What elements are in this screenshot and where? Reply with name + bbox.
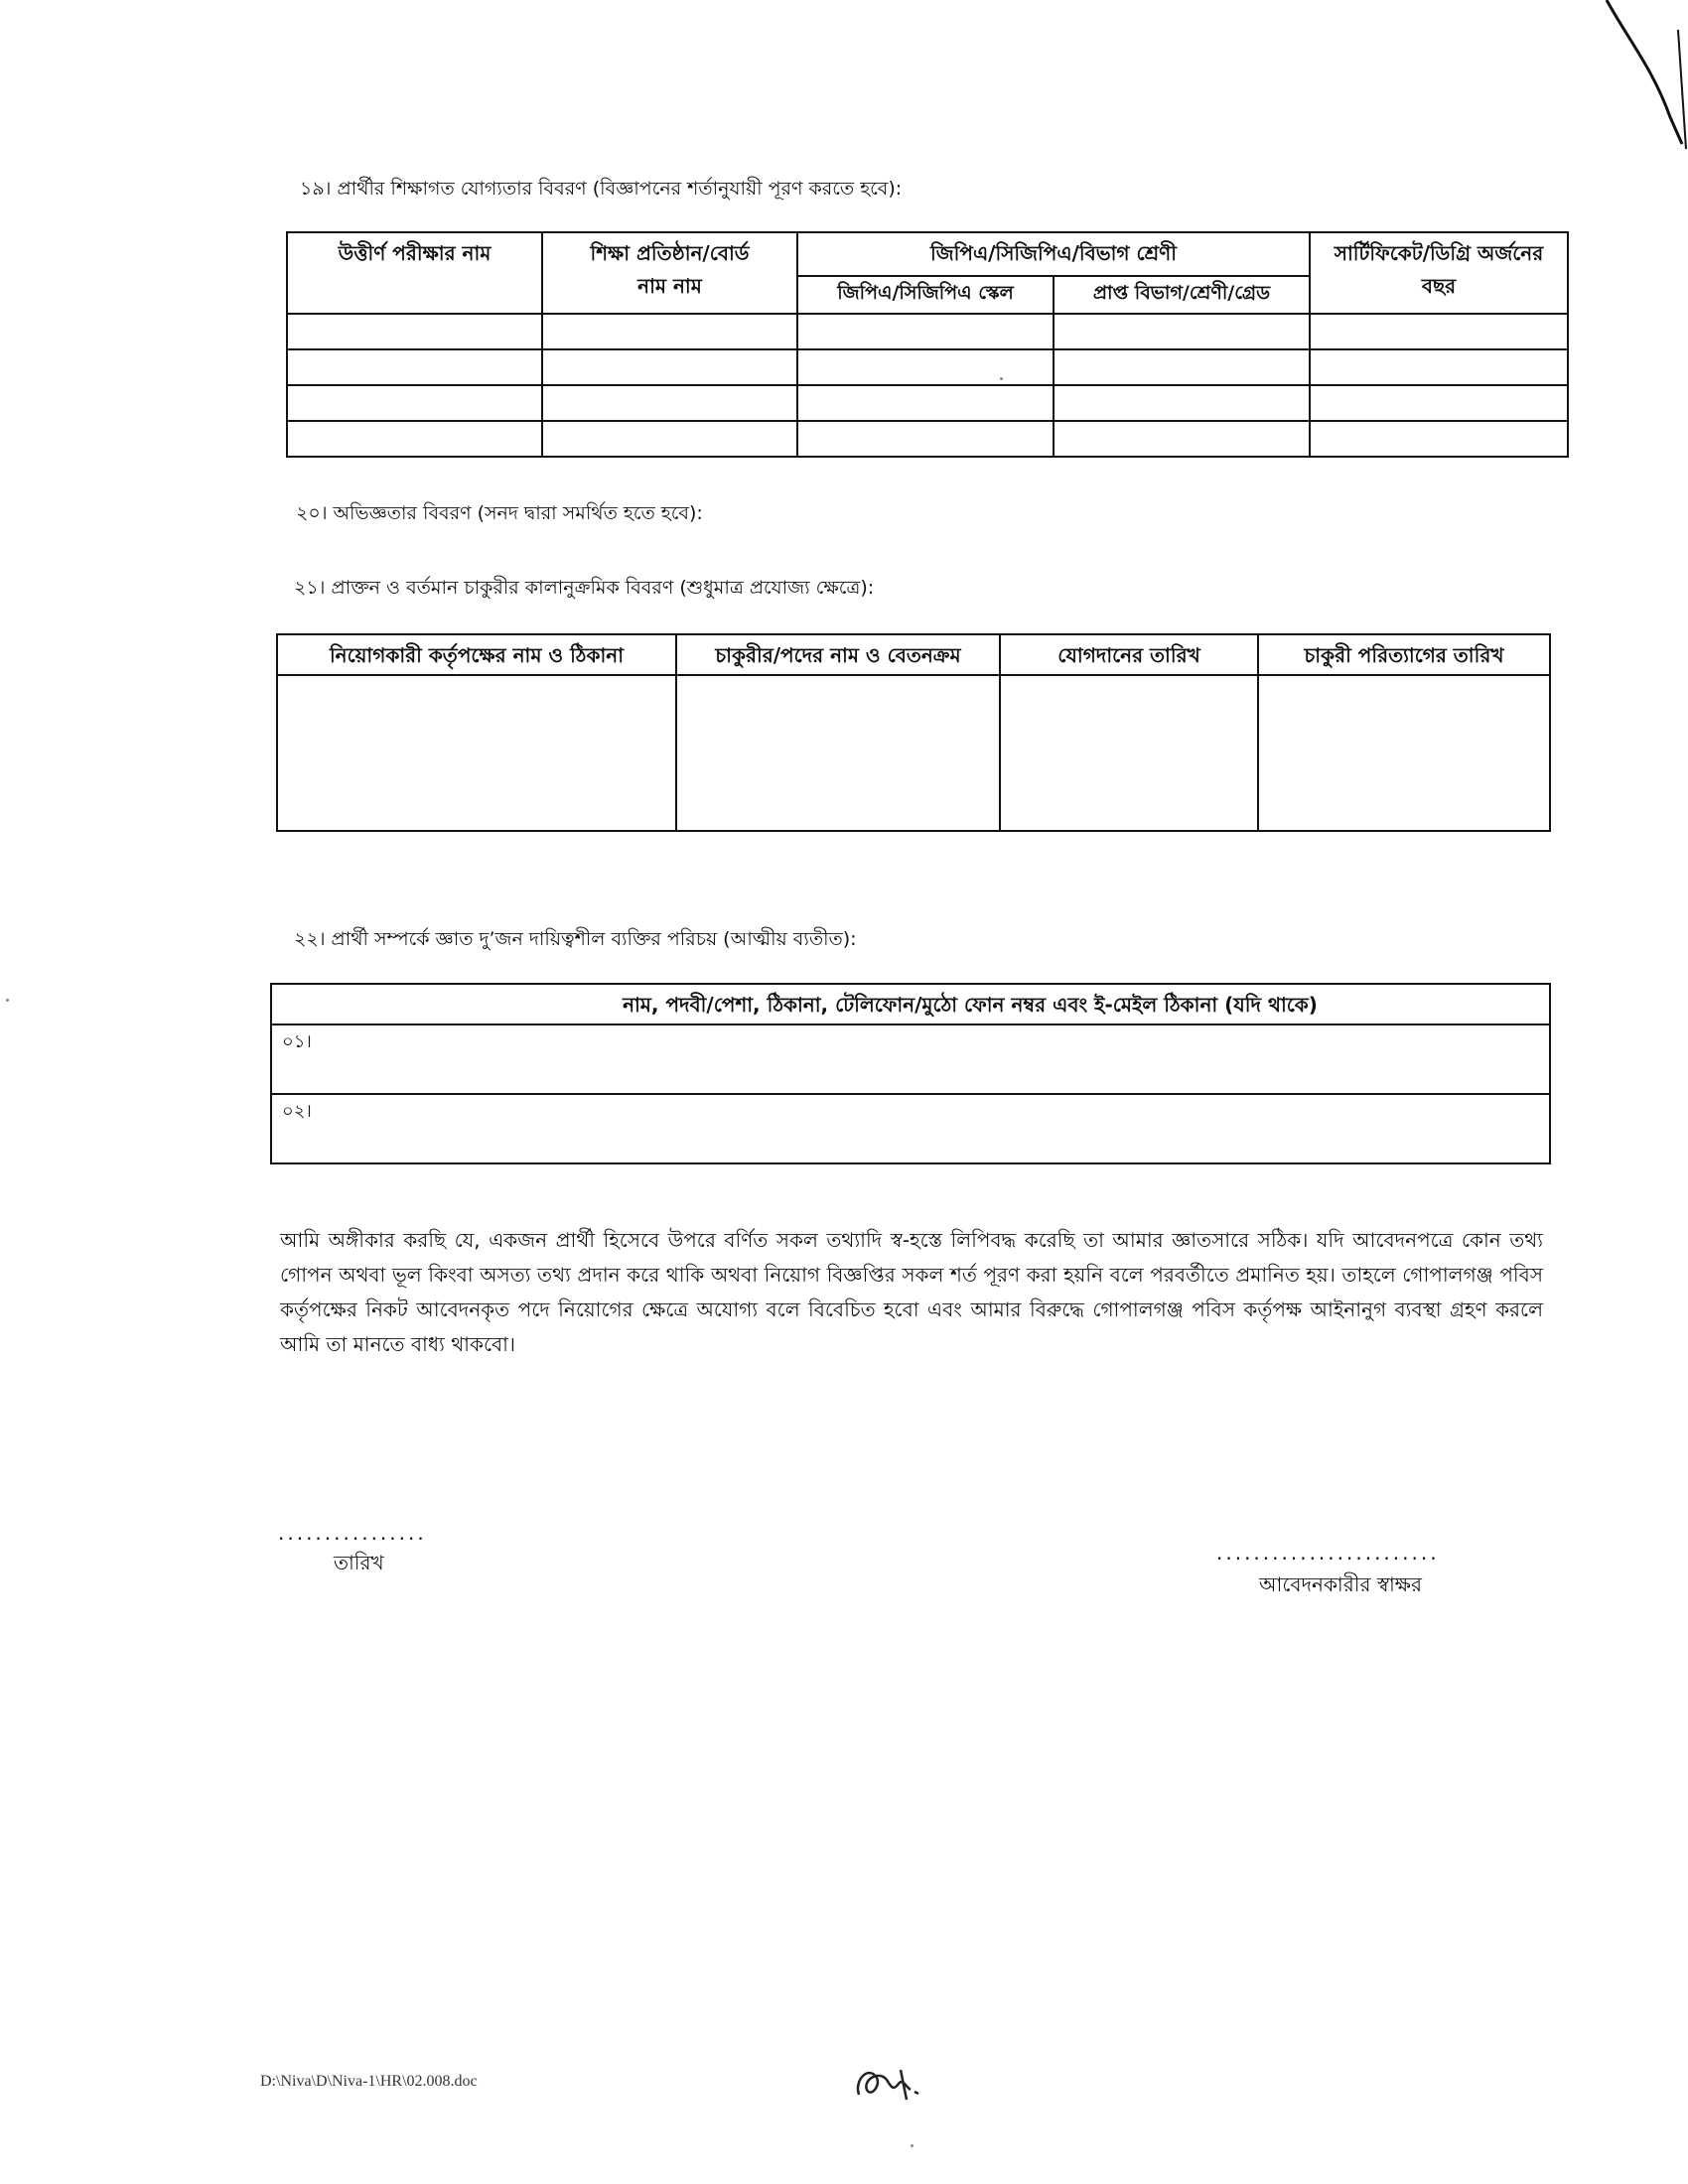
table-cell[interactable] bbox=[1054, 349, 1310, 385]
table-cell[interactable] bbox=[1310, 385, 1568, 421]
table-cell[interactable] bbox=[797, 314, 1054, 349]
table-cell[interactable] bbox=[542, 385, 797, 421]
col-joining-date: যোগদানের তারিখ bbox=[1000, 634, 1258, 675]
signature-dotted-line[interactable]: ........................ bbox=[1216, 1541, 1440, 1565]
scan-edge-mark bbox=[1599, 0, 1688, 149]
section-21-heading: ২১। প্রাক্তন ও বর্তমান চাকুরীর কালানুক্রমিক বিবরণ (শুধুমাত্র প্রযোজ্য ক্ষেত্রে): bbox=[294, 577, 875, 599]
date-dotted-line[interactable]: ................ bbox=[278, 1521, 427, 1545]
col-exam-name: উত্তীর্ণ পরীক্ষার নাম bbox=[287, 232, 542, 314]
references-table bbox=[270, 983, 1551, 1164]
applicant-signature-label: আবেদনকারীর স্বাক্ষর bbox=[1259, 1572, 1422, 1596]
file-path-footer: D:\Niva\D\Niva-1\HR\02.008.doc bbox=[260, 2073, 478, 2090]
date-label: তারিখ bbox=[334, 1551, 384, 1574]
table-cell[interactable] bbox=[542, 314, 797, 349]
section-22-heading: ২২। প্রার্থী সম্পর্কে জ্ঞাত দু’জন দায়িত্বশীল ব্যক্তির পরিচয় (আত্মীয় ব্যতীত): bbox=[294, 928, 857, 950]
col-certificate-year: সার্টিফিকেট/ডিগ্রি অর্জনের বছর bbox=[1310, 232, 1568, 314]
table-cell[interactable] bbox=[797, 385, 1054, 421]
scan-speck bbox=[1000, 377, 1003, 380]
col-institution: শিক্ষা প্রতিষ্ঠান/বোর্ড নাম নাম bbox=[542, 232, 797, 314]
education-table bbox=[286, 231, 1569, 458]
table-row bbox=[287, 314, 1568, 349]
table-cell[interactable] bbox=[287, 385, 542, 421]
col-post-payscale: চাকুরীর/পদের নাম ও বেতনক্রম bbox=[676, 634, 1000, 675]
table-cell[interactable] bbox=[1054, 314, 1310, 349]
col-gpa-scale: জিপিএ/সিজিপিএ স্কেল bbox=[797, 276, 1054, 314]
table-cell[interactable] bbox=[797, 349, 1054, 385]
table-cell[interactable] bbox=[1310, 349, 1568, 385]
declaration-paragraph: আমি অঙ্গীকার করছি যে, একজন প্রার্থী হিসেবে উপরে বর্ণিত সকল তথ্যাদি স্ব-হস্তে লিপিবদ্ধ করেছি তা আমার জ্ঞাতসারে সঠিক। যদি আবেদনপত্রে কোন তথ্য গোপন অথবা ভূল কিংবা অসত্য তথ্য প্রদান করে থাকি অথবা নিয়োগ বিজ্ঞপ্তির সকল শর্ত পূরণ করা হয়নি বলে পরবর্তীতে প্রমানিত হয়। তাহলে গোপালগঞ্জ পবিস কর্তৃপক্ষের নিকট আবেদনকৃত পদে নিয়োগের ক্ষেত্রে অযোগ্য বলে বিবেচিত হবো এবং আমার বিরুদ্ধে গোপালগঞ্জ পবিস কর্তৃপক্ষ আইনানুগ ব্যবস্থা গ্রহণ করলে আমি তা মানতে বাধ্য থাকবো। bbox=[280, 1228, 1543, 1356]
table-row bbox=[287, 349, 1568, 385]
table-row bbox=[271, 1024, 1550, 1094]
section-19-heading: ১৯। প্রার্থীর শিক্ষাগত যোগ্যতার বিবরণ (বিজ্ঞাপনের শর্তানুযায়ী পূরণ করতে হবে): bbox=[300, 178, 903, 200]
col-grade-group: জিপিএ/সিজিপিএ/বিভাগ শ্রেণী bbox=[797, 232, 1310, 276]
scan-speck bbox=[911, 2144, 914, 2147]
section-20-heading: ২০। অভিজ্ঞতার বিবরণ (সনদ দ্বারা সমর্থিত হতে হবে): bbox=[296, 502, 703, 524]
handwritten-initials bbox=[849, 2050, 928, 2110]
table-cell[interactable] bbox=[287, 421, 542, 457]
table-cell[interactable] bbox=[542, 421, 797, 457]
reference-row-2[interactable]: ০২। bbox=[271, 1094, 1550, 1163]
table-row bbox=[277, 675, 1550, 831]
table-cell[interactable] bbox=[797, 421, 1054, 457]
table-cell[interactable] bbox=[676, 675, 1000, 831]
table-row bbox=[287, 421, 1568, 457]
table-cell[interactable] bbox=[1054, 421, 1310, 457]
col-employer: নিয়োগকারী কর্তৃপক্ষের নাম ও ঠিকানা bbox=[277, 634, 676, 675]
table-cell[interactable] bbox=[1258, 675, 1550, 831]
col-reference-details: নাম, পদবী/পেশা, ঠিকানা, টেলিফোন/মুঠো ফোন নম্বর এবং ই-মেইল ঠিকানা (যদি থাকে) bbox=[271, 984, 1550, 1024]
table-row bbox=[271, 1094, 1550, 1163]
table-cell[interactable] bbox=[542, 349, 797, 385]
employment-history-table bbox=[276, 633, 1551, 832]
col-leaving-date: চাকুরী পরিত্যাগের তারিখ bbox=[1258, 634, 1550, 675]
reference-row-1[interactable]: ০১। bbox=[271, 1024, 1550, 1094]
table-cell[interactable] bbox=[1310, 314, 1568, 349]
scan-speck bbox=[6, 999, 9, 1002]
table-cell[interactable] bbox=[277, 675, 676, 831]
table-cell[interactable] bbox=[1054, 385, 1310, 421]
table-cell[interactable] bbox=[287, 314, 542, 349]
table-row bbox=[287, 385, 1568, 421]
table-cell[interactable] bbox=[1310, 421, 1568, 457]
table-cell[interactable] bbox=[1000, 675, 1258, 831]
col-division-grade: প্রাপ্ত বিভাগ/শ্রেণী/গ্রেড bbox=[1054, 276, 1310, 314]
table-cell[interactable] bbox=[287, 349, 542, 385]
